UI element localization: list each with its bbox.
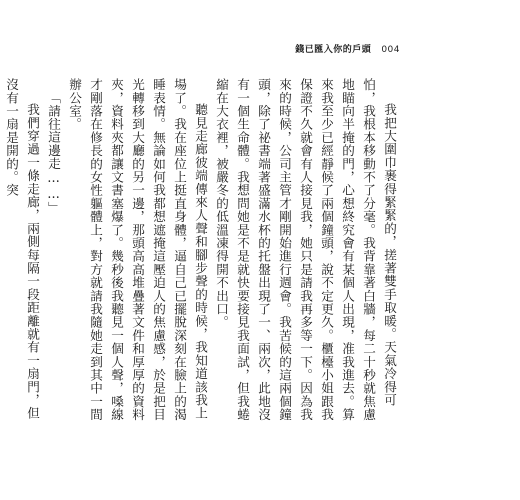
running-header	[295, 42, 400, 55]
paragraph: 我們穿過一條走廊，兩側每隔一段距離就有一扇門，但沒有一扇是開的。突	[4, 78, 40, 420]
vertical-body-text	[4, 78, 400, 428]
paragraph: 聽見走廊彼端傳來人聲和腳步聲的時候，我知道該我上場了。我在座位上挺直身體，逼自己已擺脫深刻在臉上的渴睡表情。無論如何我都想遮掩這壓迫人的焦慮感，於是把目光轉移到大廳的另一邊，那頭高高堆疊著文件和厚厚的資料夾，資料夾都讓文書塞爆了。幾秒後我聽見一個人聲，嗓線才剛落在修長的女性軀體上，對方就請我隨她走到其中一間辦公室。	[67, 78, 208, 422]
page-number: 004	[381, 45, 400, 55]
paragraph: 我把大圍巾裹得緊緊的，搓著雙手取暖。天氣冷得可怕，我根本移動不了分毫。我背靠著白牆，每二十秒就焦慮地瞄向半掩的門，心想終究會有某個人出現，准我進去。算來我至少已經靜候了兩個鐘頭，說不定更久。櫃檯小姐跟我保證不久就會有人接見我，她只是請我再多等一下。因為我來的時候，公司主管才剛開始進行週會。我苦候的這兩個鐘頭，除了祕書端著盛滿水杯的托盤出現了一、兩次，此地沒有一個生命體。我想問她是不是就快要接見我面試，但我蜷縮在大衣裡，被嚴冬的低溫凍得開不出口。	[214, 78, 397, 422]
dialogue-line: 「請往這邊走……」	[46, 90, 61, 215]
book-title: 錢已匯入你的戶頭	[295, 45, 372, 55]
